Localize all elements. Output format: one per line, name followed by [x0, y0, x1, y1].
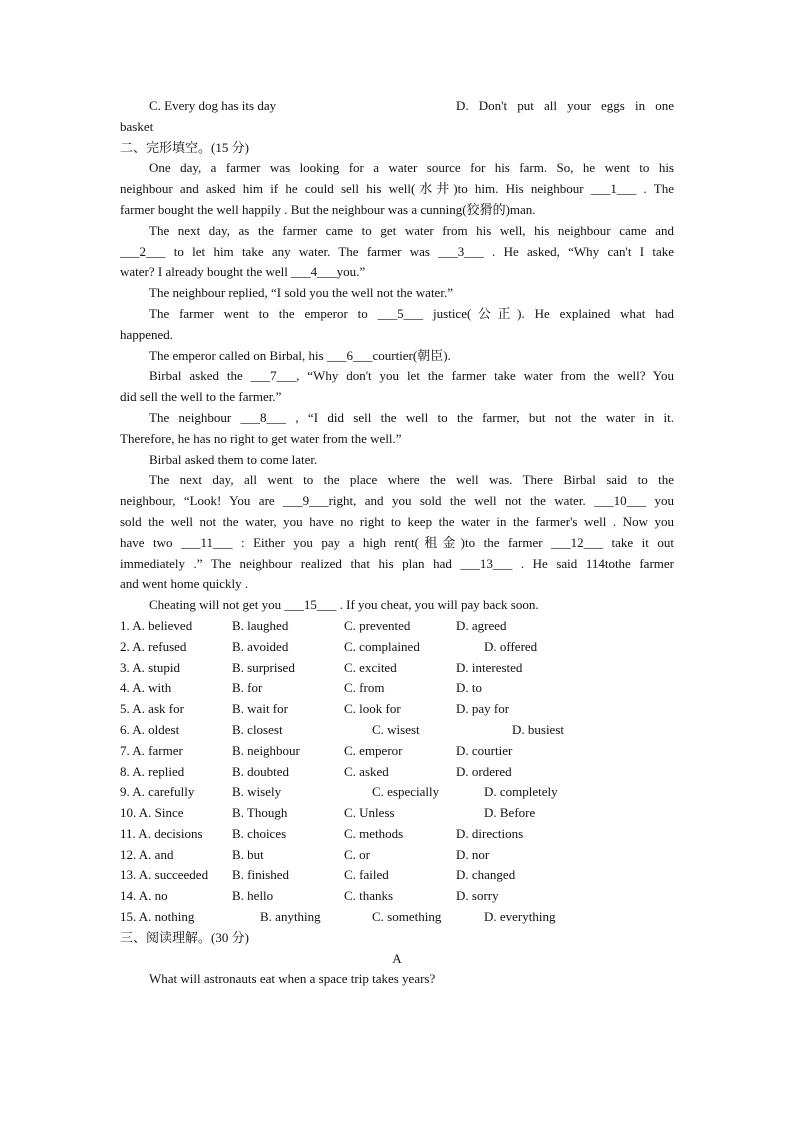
option-row — [120, 803, 674, 824]
section-2-heading: 二、完形填空。(15 分) — [120, 139, 249, 155]
option-b: B. for — [232, 680, 263, 696]
option-a: 12. A. and — [120, 846, 174, 862]
option-c: C. something — [372, 909, 442, 925]
passage-line: The next day, all went to the place where the well was. There Birbal said to the — [149, 472, 674, 488]
option-d: D. everything — [484, 909, 556, 925]
option-a: 2. A. refused — [120, 638, 187, 654]
option-row — [120, 658, 674, 679]
option-d: D. offered — [484, 638, 538, 654]
option-d: D. courtier — [456, 742, 513, 758]
option-b: B. anything — [260, 909, 321, 925]
option-b: B. but — [232, 846, 264, 862]
option-d: D. changed — [456, 867, 516, 883]
option-row — [120, 678, 674, 699]
option-row — [120, 741, 674, 762]
option-a: 10. A. Since — [120, 805, 184, 821]
passage-line: water? I already bought the well ___4___you.” — [120, 264, 366, 280]
passage-line: One day, a farmer was looking for a water source for his farm. So, he went to his — [149, 160, 674, 176]
option-b: B. doubted — [232, 763, 290, 779]
option-a: 6. A. oldest — [120, 721, 180, 737]
passage-line: neighbour, “Look! You are ___9___right, and you sold the well not the water. ___10___ you — [120, 493, 674, 509]
option-c: C. wisest — [372, 721, 420, 737]
option-d: D. Don't put all your eggs in one — [456, 98, 674, 113]
option-d: D. ordered — [456, 763, 512, 779]
passage-label: A — [392, 950, 402, 966]
option-d: D. directions — [456, 825, 524, 841]
option-a: 5. A. ask for — [120, 701, 184, 717]
option-d-continued: basket — [120, 118, 154, 134]
option-d: D. nor — [456, 846, 490, 862]
option-row — [120, 616, 674, 637]
option-c: C. look for — [344, 701, 401, 717]
passage-line: The next day, as the farmer came to get water from his well, his neighbour came and — [149, 222, 674, 238]
option-a: 9. A. carefully — [120, 784, 195, 800]
option-row — [120, 699, 674, 720]
option-row — [120, 762, 674, 783]
option-a: 14. A. no — [120, 888, 168, 904]
option-c: C. Every dog has its day — [149, 98, 277, 113]
option-c: C. failed — [344, 867, 389, 883]
option-d: D. completely — [484, 784, 558, 800]
passage-line: The neighbour replied, “I sold you the well not the water.” — [149, 285, 453, 301]
option-a: 4. A. with — [120, 680, 172, 696]
option-d: D. busiest — [512, 721, 564, 737]
option-b: B. laughed — [232, 617, 289, 633]
option-c: C. methods — [344, 825, 404, 841]
option-row — [120, 845, 674, 866]
option-row — [120, 782, 674, 803]
passage-line: immediately .” The neighbour realized that his plan had ___13___ . He said 114tothe farmer — [120, 555, 674, 571]
option-a: 7. A. farmer — [120, 742, 183, 758]
option-c: C. asked — [344, 763, 389, 779]
option-c: C. thanks — [344, 888, 394, 904]
option-a: 13. A. succeeded — [120, 867, 209, 883]
option-d: D. agreed — [456, 617, 507, 633]
option-row — [120, 720, 674, 741]
option-b: B. wisely — [232, 784, 282, 800]
passage-line: The emperor called on Birbal, his ___6___courtier(朝臣). — [149, 347, 451, 363]
option-a: 11. A. decisions — [120, 825, 203, 841]
passage-line: Cheating will not get you ___15___ . If you cheat, you will pay back soon. — [149, 597, 539, 613]
section-3-heading: 三、阅读理解。(30 分) — [120, 929, 249, 945]
cloze-passage — [120, 158, 674, 616]
document-page — [120, 96, 674, 990]
option-b: B. wait for — [232, 701, 288, 717]
option-c: C. from — [344, 680, 385, 696]
option-b: B. hello — [232, 888, 274, 904]
option-d: D. Before — [484, 805, 536, 821]
option-row — [120, 824, 674, 845]
option-row — [120, 886, 674, 907]
option-row — [120, 907, 674, 928]
option-a: 3. A. stupid — [120, 659, 180, 675]
option-b: B. neighbour — [232, 742, 300, 758]
option-c: C. emperor — [344, 742, 403, 758]
passage-line: The neighbour ___8___ , “I did sell the well to the farmer, but not the water in it. — [149, 409, 674, 425]
option-c: C. prevented — [344, 617, 411, 633]
option-c: C. or — [344, 846, 370, 862]
option-d: D. pay for — [456, 701, 510, 717]
passage-line: sold the well not the water, you have no right to keep the water in the farmer's well . Now you — [120, 513, 674, 529]
passage-line: The farmer went to the emperor to ___5___ justice(公正). He explained what had — [149, 305, 674, 321]
passage-line: happened. — [120, 326, 174, 342]
option-row — [120, 637, 674, 658]
option-d: D. interested — [456, 659, 523, 675]
option-b: B. choices — [232, 825, 287, 841]
option-c: C. excited — [344, 659, 397, 675]
passage-line: Therefore, he has no right to get water from the well.” — [120, 430, 402, 446]
passage-line: Birbal asked the ___7___, “Why don't you let the farmer take water from the well? You — [149, 368, 674, 384]
passage-line: did sell the well to the farmer.” — [120, 389, 282, 405]
option-c: C. especially — [372, 784, 440, 800]
option-b: B. finished — [232, 867, 290, 883]
option-d: D. to — [456, 680, 482, 696]
options-list — [120, 616, 674, 928]
option-c: C. complained — [344, 638, 420, 654]
passage-line: and went home quickly . — [120, 576, 249, 592]
option-row — [120, 865, 674, 886]
top-options-row — [120, 96, 674, 117]
passage-line: neighbour and asked him if he could sell his well(水井)to him. His neighbour ___1___ . The — [120, 181, 674, 197]
passage-line: farmer bought the well happily . But the neighbour was a cunning(狡猾的)man. — [120, 201, 536, 217]
passage-line: ___2___ to let him take any water. The farmer was ___3___ . He asked, “Why can't I take — [120, 243, 674, 259]
option-c: C. Unless — [344, 805, 395, 821]
option-a: 8. A. replied — [120, 763, 185, 779]
passage-first-line: What will astronauts eat when a space trip takes years? — [149, 971, 436, 987]
option-b: B. avoided — [232, 638, 289, 654]
option-a: 15. A. nothing — [120, 909, 195, 925]
passage-line: Birbal asked them to come later. — [149, 451, 318, 467]
passage-line: have two ___11___ : Either you pay a high rent(租金)to the farmer ___12___ take it out — [120, 534, 674, 550]
option-b: B. Though — [232, 805, 288, 821]
option-b: B. surprised — [232, 659, 295, 675]
option-d: D. sorry — [456, 888, 499, 904]
option-a: 1. A. believed — [120, 617, 193, 633]
option-b: B. closest — [232, 721, 283, 737]
